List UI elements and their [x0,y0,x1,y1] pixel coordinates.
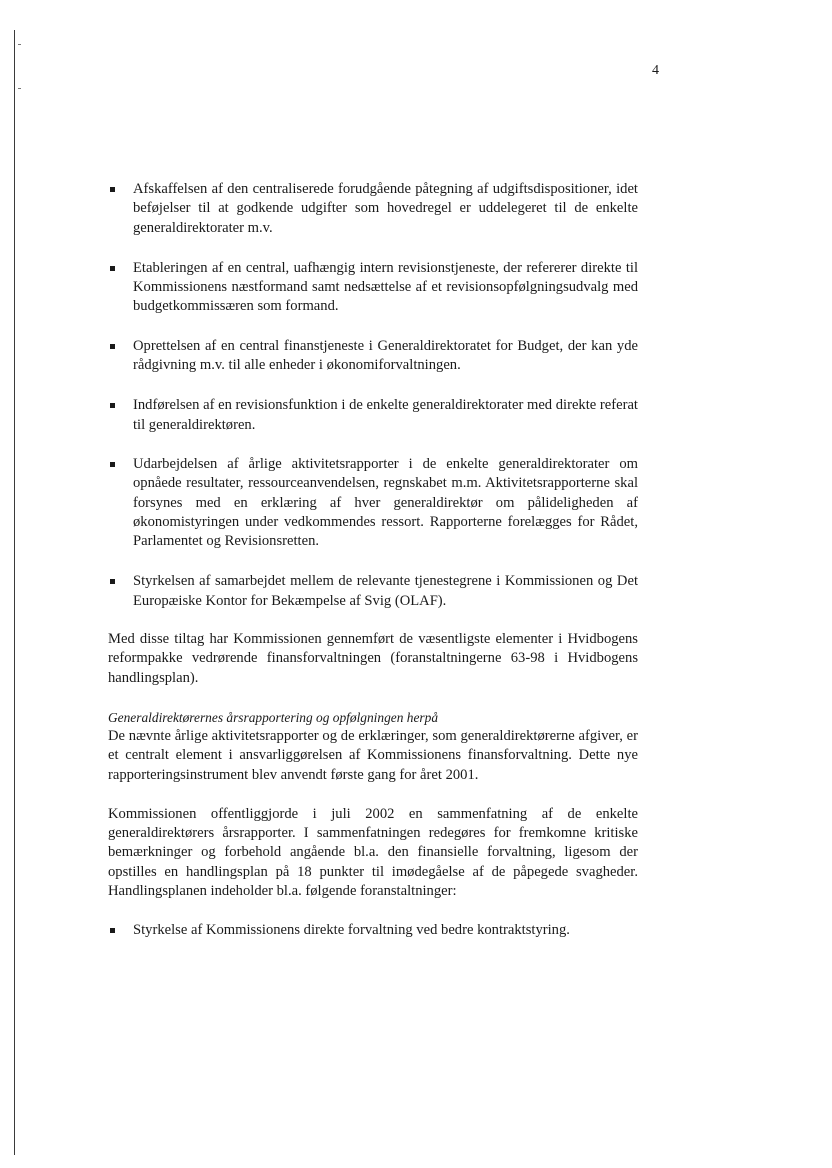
bullet-text: Etableringen af en central, uafhængig intern revisionstjeneste, der refererer direkte til Kommissionens næstformand samt nedsættelse af et revisionsopfølgningsudvalg med budgetkommissæren som formand. [133,259,638,315]
bullet-text: Oprettelsen af en central finanstjeneste i Generaldirektoratet for Budget, der kan yde rådgivning m.v. til alle enheder i økonomiforvaltningen. [133,337,638,374]
commission-paragraph: Kommissionen offentliggjorde i juli 2002 en sammenfatning af de enkelte generaldirektørers årsrapporter. I sammenfatningen redegøres for fremkomne kritiske bemærkninger og forbehold angående bl.a. den finansielle forvaltning, ligesom der opstilles en handlingsplan på 18 punkter til imødegåelse af de påpegede svagheder. Handlingsplanen indeholder bl.a. følgende foranstaltninger: [108,805,638,900]
bullet-item [108,337,638,376]
document-body [108,180,638,941]
bullet-text: Udarbejdelsen af årlige aktivitetsrapporter i de enkelte generaldirektorater om opnåede resultater, ressourceanvendelsen, regnskabet m.m. Aktivitetsrapporterne skal forsynes med en erklæring af hver generaldirektør om pålideligheden af økonomistyringen under vedkommendes ressort. Rapporterne forelægges for Rådet, Parlamentet og Revisionsretten. [133,455,638,550]
page-number: 4 [652,63,659,78]
bullet-text: Afskaffelsen af den centraliserede forudgående påtegning af udgiftsdispositioner, idet beføjelser til at godkende udgifter som hovedregel er uddelegeret til de enkelte generaldirektorater m.v. [133,181,638,236]
bullet-item [108,259,638,317]
bullet-square-icon [110,462,115,467]
scan-mark [18,88,21,89]
bullet-item [108,396,638,435]
bullet-square-icon [110,187,115,192]
bullet-text: Styrkelse af Kommissionens direkte forvaltning ved bedre kontraktstyring. [133,922,570,939]
scan-mark [18,44,21,45]
scan-left-edge [14,30,15,1155]
reform-bullet-list [108,180,638,611]
section-heading: Generaldirektørernes årsrapportering og opfølgningen herpå [108,709,439,725]
bullet-item [108,455,638,551]
summary-paragraph: Med disse tiltag har Kommissionen gennemført de væsentligste elementer i Hvidbogens reformpakke vedrørende finansforvaltningen (foranstaltningerne 63-98 i Hvidbogens handlingsplan). [108,631,638,686]
bullet-square-icon [110,928,115,933]
bullet-square-icon [110,403,115,408]
bullet-square-icon [110,266,115,271]
bullet-text: Styrkelsen af samarbejdet mellem de relevante tjenestegrene i Kommissionen og Det Europæiske Kontor for Bekæmpelse af Svig (OLAF). [133,573,638,609]
section-paragraph: De nævnte årlige aktivitetsrapporter og de erklæringer, som generaldirektørerne afgiver, er et centralt element i ansvarliggørelsen af Kommissionens finansforvaltning. Dette nye rapporteringsinstrument blev anvendt første gang for året 2001. [108,727,638,783]
action-bullet-list [108,921,638,940]
bullet-text: Indførelsen af en revisionsfunktion i de enkelte generaldirektorater med direkte referat til generaldirektøren. [133,397,638,433]
bullet-item [108,180,638,238]
bullet-square-icon [110,344,115,349]
bullet-item [108,572,638,611]
bullet-item [108,921,638,940]
bullet-square-icon [110,579,115,584]
